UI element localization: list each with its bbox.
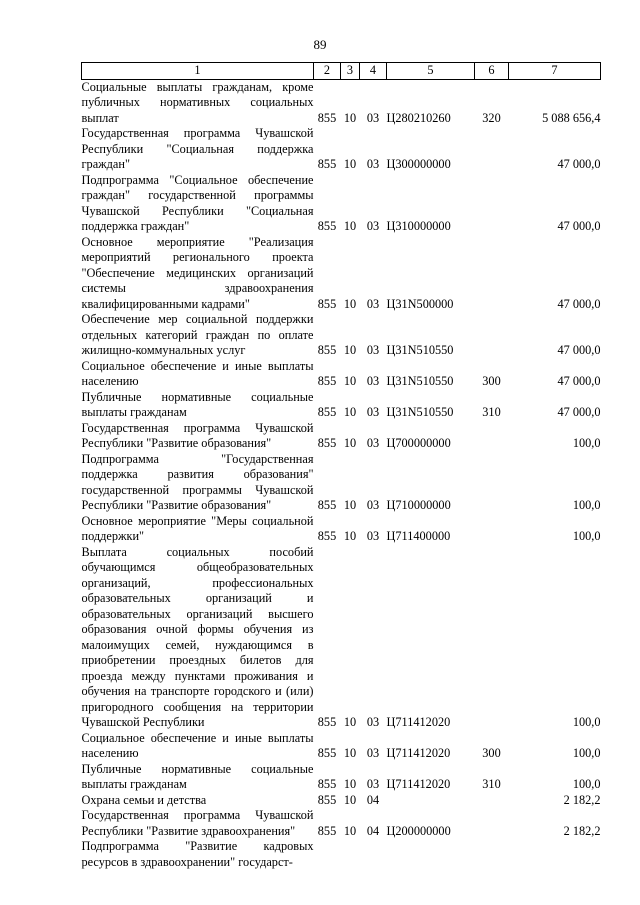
- row-name-text: Публичные нормативные социальные выплаты гражданам: [81, 761, 314, 791]
- row-amount: 100,0: [572, 436, 601, 450]
- table-row: [82, 126, 601, 173]
- row-subsection: 03: [366, 498, 380, 512]
- row-target-article: Ц31N510550: [386, 405, 454, 419]
- row-target-article: Ц31N510550: [386, 343, 454, 357]
- row-expense-kind: [475, 545, 509, 731]
- row-expense-kind: [475, 793, 509, 809]
- row-name-text: Государственная программа Чувашской Республики "Развитие образования": [81, 420, 314, 450]
- row-name: [82, 452, 314, 514]
- row-section: 10: [343, 374, 357, 388]
- column-header: 5: [387, 63, 475, 80]
- row-name-text: Основное мероприятие "Меры социальной поддержки": [81, 513, 314, 543]
- row-amount: [509, 839, 601, 870]
- row-section: 10: [343, 792, 357, 807]
- row-code: 855: [317, 498, 337, 512]
- row-name-text: Подпрограмма "Развитие кадровых ресурсов в здравоохранении" государст-: [81, 839, 314, 869]
- row-code: 855: [317, 219, 337, 233]
- row-target-article: Ц711400000: [386, 529, 451, 543]
- row-name: [82, 359, 314, 390]
- row-section: 10: [343, 296, 357, 311]
- row-expense-kind: [475, 173, 509, 235]
- row-name-text: Государственная программа Чувашской Республики "Развитие здравоохранения": [81, 808, 314, 838]
- row-name-text: Государственная программа Чувашской Республики "Социальная поддержка граждан": [81, 126, 314, 171]
- row-target-article: Ц711412020: [386, 777, 451, 791]
- row-name-text: Выплата социальных пособий обучающимся общеобразовательных организаций, профессиональных образовательных организаций и образовательных организаций высшего образования очной формы обучения из малоимущих семей, нуждающимся в приобретении проездных билетов для проезда между пунктами проживания и обучения на транспорте городского и (или) пригородного сообщения на территории Чувашской Республики: [81, 544, 314, 729]
- table-row: [82, 235, 601, 313]
- row-subsection: 03: [366, 296, 380, 311]
- row-amount: 100,0: [572, 529, 601, 543]
- row-section: 10: [343, 405, 357, 419]
- row-name: [82, 545, 314, 731]
- row-section: 10: [343, 436, 357, 450]
- table-row: [82, 514, 601, 545]
- row-expense-kind: 310: [482, 777, 501, 791]
- row-code: 855: [317, 792, 337, 807]
- row-subsection: 03: [366, 529, 380, 543]
- row-section: 10: [343, 529, 357, 543]
- row-section: 10: [343, 746, 357, 760]
- table-row: [82, 808, 601, 839]
- table-row: [82, 793, 601, 809]
- row-name-text: Публичные нормативные социальные выплаты гражданам: [81, 389, 314, 419]
- row-target-article: Ц31N510550: [386, 374, 454, 388]
- row-name-text: Основное мероприятие "Реализация мероприятий регионального проекта "Обеспечение медицинских организаций системы здравоохранения квалифицированными кадрами": [81, 234, 314, 311]
- row-name: [82, 235, 314, 313]
- row-subsection: 04: [366, 792, 380, 807]
- row-amount: 100,0: [572, 746, 601, 760]
- row-expense-kind: [475, 839, 509, 870]
- table-row: [82, 359, 601, 390]
- row-amount: 2 182,2: [563, 792, 601, 807]
- row-amount: 47 000,0: [557, 157, 601, 171]
- row-name: [82, 390, 314, 421]
- row-subsection: 03: [366, 436, 380, 450]
- row-name: [82, 312, 314, 359]
- row-code: 855: [317, 823, 337, 838]
- row-expense-kind: [475, 235, 509, 313]
- row-section: 10: [343, 219, 357, 233]
- row-code: 855: [317, 343, 337, 357]
- table-row: [82, 452, 601, 514]
- row-code: 855: [317, 296, 337, 311]
- row-code: 855: [317, 436, 337, 450]
- row-name-text: Охрана семьи и детства: [81, 792, 207, 807]
- row-expense-kind: [475, 126, 509, 173]
- table-row: [82, 421, 601, 452]
- row-subsection: 03: [366, 157, 380, 171]
- row-name-text: Социальное обеспечение и иные выплаты населению: [81, 730, 314, 760]
- row-expense-kind: 320: [482, 110, 501, 125]
- row-subsection: 03: [366, 374, 380, 388]
- row-name: [82, 421, 314, 452]
- row-target-article: Ц31N500000: [386, 296, 454, 311]
- row-section: 10: [343, 715, 357, 729]
- table-row: [82, 731, 601, 762]
- row-section: 10: [343, 777, 357, 791]
- row-target-article: Ц200000000: [386, 823, 451, 838]
- row-amount: 47 000,0: [557, 219, 601, 233]
- row-name-text: Подпрограмма "Государственная поддержка развития образования" государственной программы Чувашской Республики "Развитие образования": [81, 451, 314, 512]
- row-subsection: 03: [366, 219, 380, 233]
- row-expense-kind: 300: [482, 746, 501, 760]
- table-row: [82, 390, 601, 421]
- row-section: 10: [343, 157, 357, 171]
- row-code: 855: [317, 374, 337, 388]
- row-name: [82, 793, 314, 809]
- row-amount: 47 000,0: [557, 296, 601, 311]
- row-code: 855: [317, 157, 337, 171]
- row-expense-kind: [475, 421, 509, 452]
- row-target-article: Ц700000000: [386, 436, 451, 450]
- row-amount: 47 000,0: [557, 374, 601, 388]
- row-section: 10: [343, 498, 357, 512]
- row-amount: 2 182,2: [563, 823, 601, 838]
- column-header: 7: [509, 63, 601, 80]
- budget-table: [81, 62, 601, 870]
- row-amount: 100,0: [572, 777, 601, 791]
- row-expense-kind: 310: [482, 405, 501, 419]
- row-subsection: 03: [366, 343, 380, 357]
- row-amount: 100,0: [572, 715, 601, 729]
- column-header: 4: [360, 63, 387, 80]
- row-name: [82, 173, 314, 235]
- row-amount: 47 000,0: [557, 343, 601, 357]
- row-name: [82, 731, 314, 762]
- table-row: [82, 762, 601, 793]
- row-target-article: Ц711412020: [386, 715, 451, 729]
- row-section: [341, 839, 360, 870]
- row-name: [82, 839, 314, 870]
- row-target-article: Ц310000000: [386, 219, 451, 233]
- row-name: [82, 762, 314, 793]
- row-subsection: 03: [366, 746, 380, 760]
- table-row: [82, 173, 601, 235]
- row-expense-kind: 300: [482, 374, 501, 388]
- row-code: 855: [317, 777, 337, 791]
- table-row: [82, 545, 601, 731]
- row-target-article: Ц280210260: [386, 110, 451, 125]
- table-row: [82, 839, 601, 870]
- row-target-article: Ц300000000: [386, 157, 451, 171]
- row-code: 855: [317, 110, 337, 125]
- row-subsection: 04: [366, 823, 380, 838]
- column-header: 2: [314, 63, 341, 80]
- header-row: [82, 63, 601, 80]
- row-subsection: 03: [366, 715, 380, 729]
- page-number: 89: [313, 37, 327, 52]
- row-expense-kind: [475, 514, 509, 545]
- row-code: 855: [317, 529, 337, 543]
- table-row: [82, 79, 601, 126]
- row-target-article: Ц710000000: [386, 498, 451, 512]
- row-subsection: 03: [366, 110, 380, 125]
- row-subsection: [360, 839, 387, 870]
- row-name: [82, 79, 314, 126]
- row-subsection: 03: [366, 777, 380, 791]
- row-code: [314, 839, 341, 870]
- row-expense-kind: [475, 312, 509, 359]
- row-section: 10: [343, 110, 357, 125]
- row-name: [82, 808, 314, 839]
- row-section: 10: [343, 343, 357, 357]
- column-header: 1: [82, 63, 314, 80]
- row-code: 855: [317, 405, 337, 419]
- row-code: 855: [317, 746, 337, 760]
- table-row: [82, 312, 601, 359]
- row-section: 10: [343, 823, 357, 838]
- row-code: 855: [317, 715, 337, 729]
- row-amount: 5 088 656,4: [542, 110, 601, 125]
- row-name: [82, 126, 314, 173]
- row-name-text: Социальное обеспечение и иные выплаты населению: [81, 358, 314, 388]
- row-name-text: Подпрограмма "Социальное обеспечение граждан" государственной программы Чувашской Республики "Социальная поддержка граждан": [81, 172, 314, 233]
- row-expense-kind: [475, 452, 509, 514]
- row-name-text: Социальные выплаты гражданам, кроме публичных нормативных социальных выплат: [81, 79, 314, 125]
- row-name-text: Обеспечение мер социальной поддержки отдельных категорий граждан по оплате жилищно-коммунальных услуг: [81, 312, 314, 357]
- row-target-article: [387, 839, 475, 870]
- row-name: [82, 514, 314, 545]
- row-target-article: [387, 793, 475, 809]
- column-header: 6: [475, 63, 509, 80]
- row-expense-kind: [475, 808, 509, 839]
- row-subsection: 03: [366, 405, 380, 419]
- row-target-article: Ц711412020: [386, 746, 451, 760]
- row-amount: 47 000,0: [557, 405, 601, 419]
- row-amount: 100,0: [572, 498, 601, 512]
- column-header: 3: [341, 63, 360, 80]
